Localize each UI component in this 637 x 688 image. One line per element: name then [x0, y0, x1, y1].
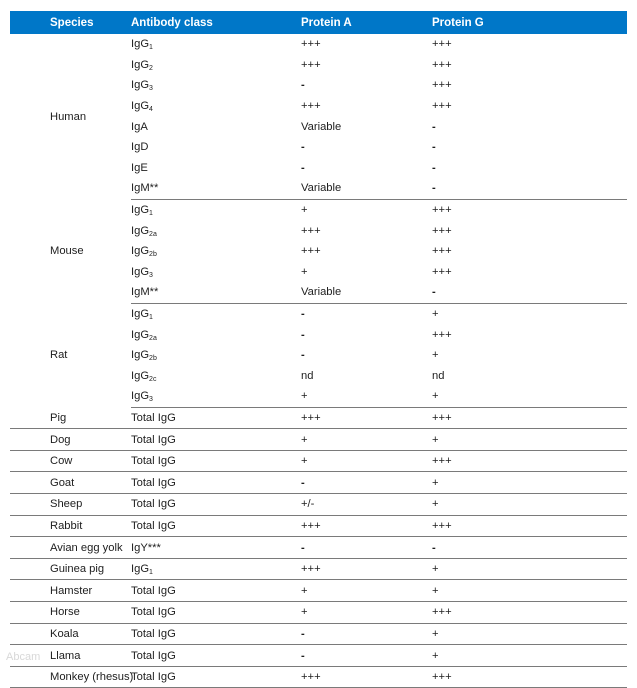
antibody-class-name: IgG	[131, 308, 150, 321]
protein-g-cell: +++	[432, 79, 452, 92]
antibody-class-name: Total IgG	[131, 455, 176, 468]
antibody-class-cell	[131, 345, 301, 366]
protein-a-cell: +	[301, 204, 308, 217]
antibody-class-cell	[131, 407, 301, 429]
antibody-class-name: IgG	[131, 369, 150, 382]
antibody-subclass: 4	[149, 106, 153, 114]
protein-g-cell: -	[432, 161, 436, 174]
protein-a-cell: +	[301, 265, 308, 278]
table-row	[10, 472, 627, 494]
antibody-class-cell	[131, 116, 301, 137]
header-row	[10, 11, 627, 34]
species-cell: Dog	[10, 429, 131, 451]
antibody-subclass: 2a	[149, 334, 157, 342]
antibody-subclass: 3	[149, 85, 153, 93]
table-row	[10, 537, 627, 559]
header-protein-g: Protein G	[432, 11, 627, 34]
antibody-class-cell	[131, 558, 301, 580]
antibody-class-name: IgG	[131, 224, 150, 237]
antibody-class-name: Total IgG	[131, 476, 176, 489]
table-row	[10, 199, 627, 220]
protein-g-cell: +++	[432, 265, 452, 278]
antibody-class-cell	[131, 450, 301, 472]
table-row	[10, 645, 627, 667]
antibody-class-cell	[131, 386, 301, 407]
antibody-subclass: 2b	[149, 251, 157, 259]
protein-a-cell: +/-	[301, 494, 432, 516]
antibody-class-name: IgG	[131, 328, 150, 341]
antibody-class-name: IgY***	[131, 541, 161, 554]
protein-a-cell: -	[301, 161, 305, 174]
antibody-subclass: 1	[149, 44, 153, 52]
antibody-class-name: Total IgG	[131, 671, 176, 684]
protein-g-cell: +++	[432, 38, 452, 51]
species-cell: Rat	[50, 349, 68, 362]
antibody-class-cell	[131, 645, 301, 667]
antibody-class-name: IgM**	[131, 182, 159, 195]
protein-g-cell: +++	[432, 407, 627, 429]
antibody-class-cell	[131, 241, 301, 262]
protein-g-cell: +	[432, 580, 627, 602]
antibody-class-name: IgG	[131, 100, 150, 113]
table-row	[10, 429, 627, 451]
antibody-class-cell	[131, 220, 301, 241]
protein-g-cell: +++	[432, 328, 452, 341]
protein-a-cell: -	[301, 328, 305, 341]
protein-g-cell: -	[432, 120, 436, 133]
antibody-class-name: Total IgG	[131, 606, 176, 619]
antibody-class-cell	[131, 75, 301, 96]
protein-g-cell: +	[432, 308, 439, 321]
protein-g-cell: +++	[432, 450, 627, 472]
species-cell: Human	[50, 110, 87, 123]
antibody-class-name: IgA	[131, 120, 148, 133]
antibody-subclass: 2a	[149, 230, 157, 238]
antibody-class-cell	[131, 324, 301, 345]
protein-g-cell: -	[432, 141, 436, 154]
table-row	[10, 515, 627, 537]
antibody-class-cell	[131, 137, 301, 158]
protein-g-cell: +++	[432, 204, 452, 217]
table-row	[10, 580, 627, 602]
protein-a-cell: +	[301, 450, 432, 472]
protein-g-cell: +++	[432, 58, 452, 71]
protein-a-cell: -	[301, 537, 432, 559]
protein-a-cell: +++	[301, 245, 321, 258]
antibody-class-name: IgG	[131, 79, 150, 92]
antibody-subclass: 1	[149, 569, 153, 577]
antibody-class-name: IgG	[131, 563, 150, 576]
protein-a-cell: -	[301, 623, 432, 645]
species-cell: Sheep	[10, 494, 131, 516]
header-protein-a: Protein A	[301, 11, 432, 34]
antibody-class-cell	[131, 537, 301, 559]
antibody-subclass: 2c	[149, 375, 157, 383]
antibody-class-name: Total IgG	[131, 498, 176, 511]
protein-g-cell: +	[432, 494, 627, 516]
antibody-class-name: Total IgG	[131, 627, 176, 640]
table-row	[10, 407, 627, 429]
species-cell: Goat	[10, 472, 131, 494]
antibody-class-cell	[131, 494, 301, 516]
protein-a-cell: -	[301, 141, 305, 154]
table-row	[10, 34, 627, 55]
protein-g-cell: +	[432, 386, 627, 407]
protein-a-cell: +	[301, 580, 432, 602]
protein-a-cell: -	[301, 308, 305, 321]
antibody-class-name: IgG	[131, 390, 150, 403]
antibody-class-name: Total IgG	[131, 433, 176, 446]
antibody-class-cell	[131, 580, 301, 602]
protein-a-cell: +++	[301, 38, 321, 51]
protein-g-cell: -	[432, 178, 627, 199]
antibody-class-name: Total IgG	[131, 584, 176, 597]
protein-g-cell: nd	[432, 369, 445, 382]
protein-g-cell: +	[432, 645, 627, 667]
table-row	[10, 602, 627, 624]
table-row	[10, 450, 627, 472]
protein-g-cell: +++	[432, 100, 452, 113]
table-body	[10, 34, 627, 688]
table-row	[10, 623, 627, 645]
species-cell: Guinea pig	[10, 558, 131, 580]
header-antibody-class: Antibody class	[131, 11, 301, 34]
protein-a-cell: +	[301, 429, 432, 451]
antibody-class-cell	[131, 55, 301, 76]
antibody-class-cell	[131, 623, 301, 645]
antibody-class-cell	[131, 178, 301, 199]
protein-a-cell: +	[301, 386, 432, 407]
protein-a-cell: nd	[301, 369, 314, 382]
antibody-class-name: IgG	[131, 349, 150, 362]
antibody-subclass: 3	[149, 271, 153, 279]
antibody-subclass: 1	[149, 314, 153, 322]
protein-a-cell: +	[301, 602, 432, 624]
protein-a-cell: +++	[301, 515, 432, 537]
species-cell: Pig	[10, 407, 131, 429]
antibody-class-cell	[131, 158, 301, 179]
antibody-subclass: 2	[149, 64, 153, 72]
antibody-subclass: 2b	[149, 355, 157, 363]
protein-a-cell: +++	[301, 58, 321, 71]
protein-a-cell: +++	[301, 224, 321, 237]
antibody-class-cell	[131, 429, 301, 451]
antibody-class-cell	[131, 666, 301, 688]
antibody-class-name: IgD	[131, 141, 149, 154]
protein-a-cell: +++	[301, 558, 432, 580]
protein-g-cell: +++	[432, 602, 627, 624]
antibody-class-cell	[131, 515, 301, 537]
protein-a-cell: -	[301, 645, 432, 667]
species-cell: Mouse	[50, 245, 84, 258]
species-cell: Cow	[10, 450, 131, 472]
header-species: Species	[10, 11, 131, 34]
antibody-class-name: IgE	[131, 161, 148, 174]
protein-a-cell: Variable	[301, 282, 432, 303]
protein-a-cell: -	[301, 79, 305, 92]
antibody-class-name: Total IgG	[131, 649, 176, 662]
species-cell: Rabbit	[10, 515, 131, 537]
table-row	[10, 494, 627, 516]
protein-a-cell: +++	[301, 407, 432, 429]
antibody-class-cell	[131, 472, 301, 494]
antibody-class-cell	[131, 602, 301, 624]
antibody-class-name: IgG	[131, 245, 150, 258]
protein-a-cell: -	[301, 349, 305, 362]
table-row	[10, 303, 627, 324]
watermark-logo: Abcam	[6, 651, 41, 663]
protein-g-cell: +	[432, 472, 627, 494]
protein-g-cell: +	[432, 558, 627, 580]
antibody-class-cell	[131, 262, 301, 283]
antibody-class-cell	[131, 282, 301, 303]
antibody-subclass: 3	[149, 396, 153, 404]
antibody-class-name: IgG	[131, 204, 150, 217]
antibody-class-cell	[131, 366, 301, 387]
antibody-class-name: IgG	[131, 265, 150, 278]
antibody-class-cell	[131, 199, 301, 220]
protein-g-cell: +++	[432, 224, 452, 237]
protein-g-cell: +++	[432, 515, 627, 537]
antibody-class-name: Total IgG	[131, 411, 176, 424]
protein-a-cell: Variable	[301, 120, 342, 133]
protein-a-cell: +++	[301, 100, 321, 113]
protein-g-cell: -	[432, 537, 627, 559]
protein-g-cell: +	[432, 623, 627, 645]
protein-a-cell: Variable	[301, 178, 432, 199]
antibody-class-name: IgG	[131, 58, 150, 71]
species-cell: Horse	[10, 602, 131, 624]
antibody-class-cell	[131, 303, 301, 324]
protein-a-cell: -	[301, 472, 432, 494]
protein-a-cell: +++	[301, 666, 432, 688]
protein-g-cell: -	[432, 282, 627, 303]
species-cell: Monkey (rhesus)	[10, 666, 131, 688]
table-header	[10, 11, 627, 34]
antibody-class-name: Total IgG	[131, 519, 176, 532]
antibody-class-cell	[131, 34, 301, 55]
protein-g-cell: +	[432, 349, 439, 362]
protein-g-cell: +	[432, 429, 627, 451]
species-cell: Koala	[10, 623, 131, 645]
species-cell: Hamster	[10, 580, 131, 602]
antibody-class-cell	[131, 96, 301, 117]
table-row	[10, 666, 627, 688]
antibody-subclass: 1	[149, 210, 153, 218]
protein-g-cell: +++	[432, 666, 627, 688]
species-cell: Llama	[10, 645, 131, 667]
antibody-binding-table	[10, 11, 627, 688]
protein-g-cell: +++	[432, 245, 452, 258]
table-row	[10, 558, 627, 580]
antibody-class-name: IgG	[131, 38, 150, 51]
species-cell: Avian egg yolk	[10, 537, 131, 559]
antibody-class-name: IgM**	[131, 286, 159, 299]
